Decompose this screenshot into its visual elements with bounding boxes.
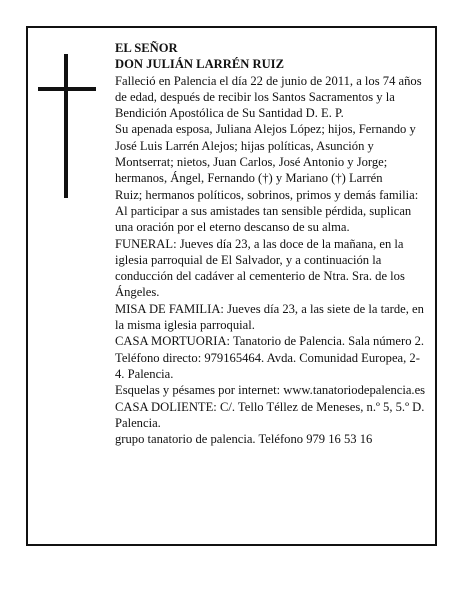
cross-vertical-bar — [64, 54, 68, 198]
paragraph-request: Al participar a sus amistades tan sensible pérdida, suplican una oración por el eterno descanso de su alma. — [115, 203, 412, 235]
paragraph-death-announcement: Falleció en Palencia el día 22 de junio de 2011, a los 74 años de edad, después de recibir los Santos Sacramentos y la Bendición Apostólica de Su Santidad D. E. P. — [115, 73, 422, 121]
paragraph-family: Su apenada esposa, Juliana Alejos López; hijos, Fernando y José Luis Larrén Alejos; hijas políticas, Asunción y Montserrat; nietos, Juan Carlos, José Antonio y Jorge; hermanos, Ángel, Fernando (†) y Mariano (†) Larrén — [115, 122, 416, 186]
paragraph-funeral: FUNERAL: Jueves día 23, a las doce de la mañana, en la iglesia parroquial de El Salvador, y a continuación la conducción del cadáver al cementerio de Ntra. Sra. de los Ángeles. — [115, 236, 405, 300]
paragraph-footer: grupo tanatorio de palencia. Teléfono 979 16 53 16 — [115, 432, 373, 447]
paragraph-relatives: Ruiz; hermanos políticos, sobrinos, primos y demás familia: — [115, 187, 419, 202]
cross-icon — [38, 54, 96, 198]
paragraph-mortuary: CASA MORTUORIA: Tanatorio de Palencia. Sala número 2. Teléfono directo: 979165464. Avda. Comunidad Europea, 2-4. Palencia. — [115, 334, 425, 381]
title-line-2: DON JULIÁN LARRÉN RUIZ — [115, 57, 284, 72]
paragraph-internet: Esquelas y pésames por internet: www.tanatoriodepalencia.es — [115, 383, 426, 398]
title-line-1: EL SEÑOR — [115, 41, 178, 55]
cross-horizontal-bar — [38, 87, 96, 91]
paragraph-residence: CASA DOLIENTE: C/. Tello Téllez de Meneses, n.º 5, 5.º D. Palencia. — [115, 399, 425, 430]
paragraph-family-mass: MISA DE FAMILIA: Jueves día 23, a las siete de la tarde, en la misma iglesia parroquial. — [115, 301, 424, 333]
obituary-text — [115, 40, 427, 447]
